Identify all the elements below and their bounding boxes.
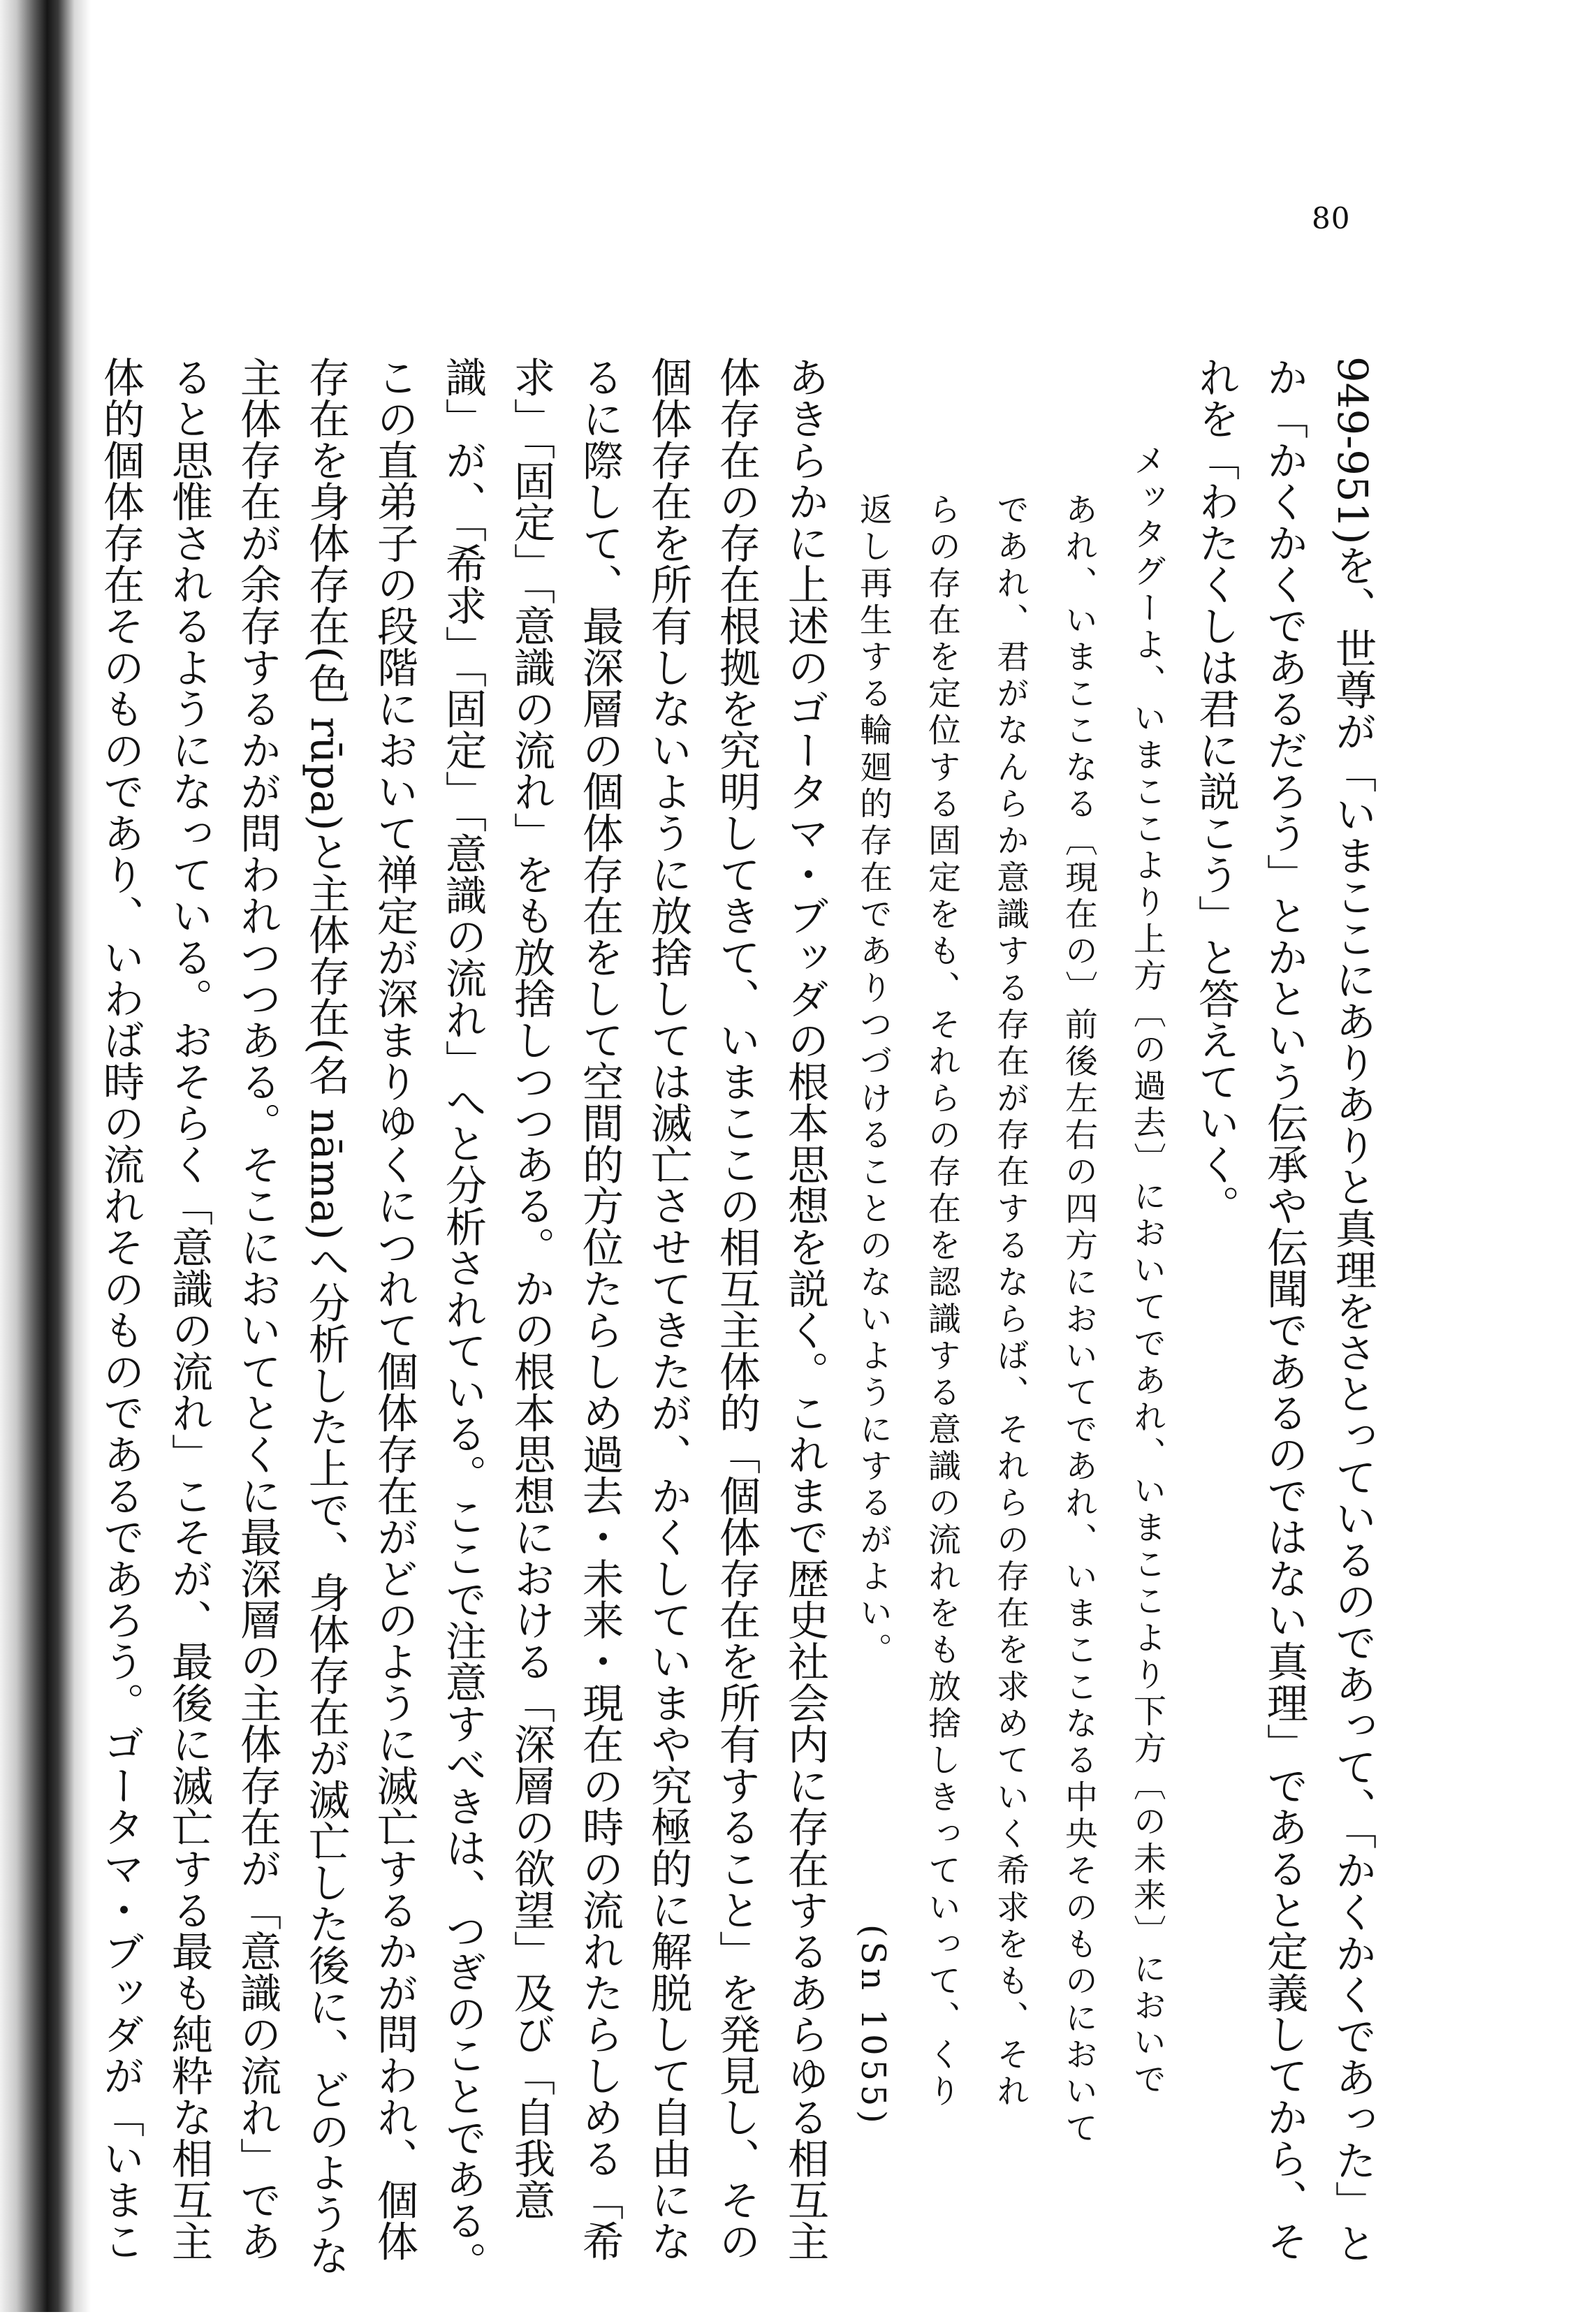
text-line: 949-951)を、世尊が「いまここにありありと真理をさとっているのであって、「かくかくであった」と (1328, 356, 1377, 2264)
text-line: この直弟子の段階において禅定が深まりゆくにつれて個体存在がどのように滅亡するかが問われ、個体 (370, 356, 418, 2262)
text-line: 求」「固定」「意識の流れ」をも放捨しつつある。かの根本思想における「深層の欲望」及び「自我意 (507, 356, 555, 2221)
text-line: あきらかに上述のゴータマ・ブッダの根本思想を説く。これまで歴史社会内に存在するあらゆる相互主 (781, 356, 829, 2262)
text-line: るに際して、最深層の個体存在をして空間的方位たらしめ過去・未来・現在の時の流れたらしめる「希 (576, 356, 624, 2262)
quote-line: であれ、君がなんらか意識する存在が存在するならば、それらの存在を求めていく希求をも、それ (991, 492, 1030, 2112)
text-line: 主体存在が余存するかが問われつつある。そこにおいてとくに最深層の主体存在が「意識の流れ」であ (233, 356, 281, 2262)
quote-line: メッタグーよ、いまここより上方〔の過去〕においてであれ、いまここより下方〔の未来〕においで (1128, 444, 1166, 2099)
text-line: 個体存在を所有しないように放捨しては滅亡させてきたが、かくしていまや究極的に解脱して自由にな (644, 356, 692, 2262)
text-line: 体存在の存在根拠を究明してきて、いまここの相互主体的「個体存在を所有すること」を発見し、その (712, 356, 761, 2262)
quote-line: らの存在を定位する固定をも、それらの存在を認識する意識の流れをも放捨しきっていって、くり (923, 492, 961, 2112)
text-line: ると思惟されるようになっている。おそらく「意識の流れ」こそが、最後に滅亡する最も純粋な相互主 (165, 356, 213, 2262)
quote-line: あれ、いまここなる〔現在の〕前後左右の四方においてであれ、いまここなる中央そのものにおいて (1060, 492, 1098, 2148)
vertical-text-body (10, 356, 1386, 2319)
page-number: 80 (1312, 201, 1351, 235)
quote-line (839, 356, 907, 2319)
citation: (Sn 1055) (854, 1924, 893, 2128)
quote-text: 返し再生する輪廻的存在でありつづけることのないようにするがよい。 (854, 492, 893, 1670)
text-line: 体的個体存在そのものであり、いわば時の流れそのものであるであろう。ゴータマ・ブッダが「いまこ (96, 356, 145, 2262)
text-line: れを「わたくしは君に説こう」と答えていく。 (1192, 356, 1240, 1227)
text-line: 存在を身体存在(色 rūpa)と主体存在(名 nāma)へ分析した上で、身体存在が滅亡した後に、どのような (302, 356, 350, 2276)
text-line: か「かくかくであるだろう」とかという伝承や伝聞であるのではない真理」であると定義してから、そ (1260, 356, 1308, 2262)
text-line: 識」が、「希求」「固定」「意識の流れ」へと分析されている。ここで注意すべきは、つぎのことである。 (439, 356, 487, 2283)
